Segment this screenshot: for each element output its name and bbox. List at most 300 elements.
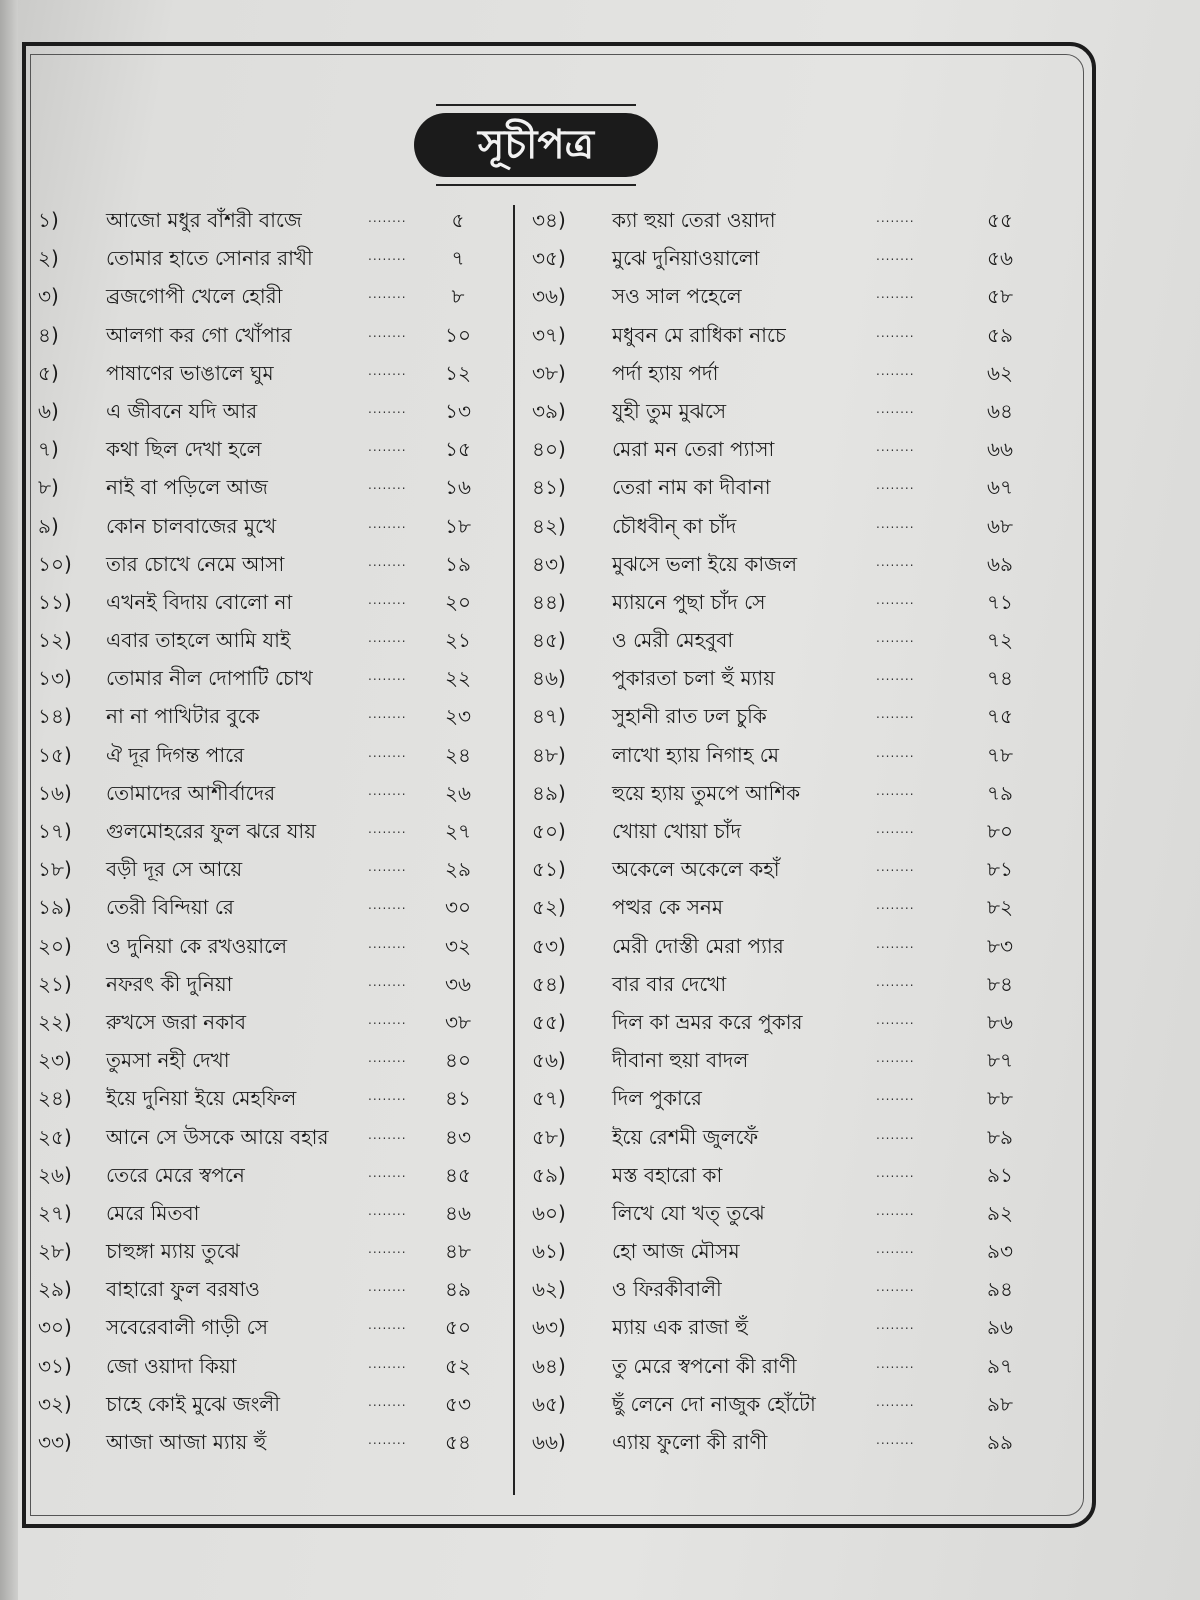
entry-leader-dots: ........	[876, 631, 915, 646]
entry-number: ২৯)	[38, 1277, 72, 1302]
entry-title: সুহানী রাত ঢল চুকি	[612, 704, 767, 729]
entry-page-number: ৭২	[986, 628, 1013, 653]
entry-leader-dots: ........	[876, 1203, 915, 1218]
contents-entry	[532, 927, 1012, 965]
entry-number: ১০)	[38, 551, 72, 576]
entry-page-number: ৮৬	[987, 1009, 1013, 1034]
entry-number: ২১)	[38, 971, 72, 996]
entry-leader-dots: ........	[876, 478, 915, 493]
contents-entry	[532, 1079, 1012, 1117]
entry-page-number: ৪০	[445, 1048, 471, 1073]
entry-leader-dots: ........	[876, 592, 915, 607]
entry-page-number: ৬২	[986, 360, 1013, 385]
contents-entry	[532, 277, 1012, 315]
entry-number: ৩১)	[38, 1353, 72, 1378]
entry-page-number: ৬৭	[986, 475, 1013, 500]
heading-rule-bottom	[436, 184, 636, 186]
entry-leader-dots: ........	[368, 860, 407, 875]
entry-leader-dots: ........	[876, 1242, 915, 1257]
entry-number: ৪৬)	[532, 666, 566, 691]
contents-entry	[532, 430, 1012, 468]
entry-leader-dots: ........	[876, 783, 915, 798]
entry-page-number: ৪৯	[445, 1277, 471, 1302]
contents-entry	[532, 1156, 1012, 1194]
entry-leader-dots: ........	[876, 440, 915, 455]
entry-page-number: ৪৬	[445, 1200, 471, 1225]
entry-number: ৫২)	[532, 895, 566, 920]
entry-title: জো ওয়াদা কিয়া	[106, 1353, 237, 1378]
entry-page-number: ৩২	[444, 933, 471, 958]
entry-title: আজো মধুর বাঁশরী বাজে	[106, 208, 302, 232]
entry-title: ব্রজগোপী খেলে হোরী	[106, 284, 283, 309]
entry-leader-dots: ........	[876, 287, 915, 302]
entry-number: ৩৪)	[532, 208, 566, 232]
entry-page-number: ৬৮	[987, 513, 1013, 538]
entry-leader-dots: ........	[368, 707, 407, 722]
entry-page-number: ৯৪	[987, 1277, 1013, 1302]
entry-title: তেরী বিন্দিয়া রে	[106, 895, 234, 920]
entry-number: ৬৫)	[532, 1391, 566, 1416]
entry-number: ৮)	[38, 475, 59, 500]
entry-leader-dots: ........	[368, 1203, 407, 1218]
contents-entry	[38, 468, 518, 506]
entry-page-number: ৯৮	[987, 1391, 1013, 1416]
contents-entry	[532, 1041, 1012, 1079]
entry-leader-dots: ........	[368, 554, 407, 569]
entry-number: ২৪)	[38, 1086, 72, 1111]
contents-entry	[532, 736, 1012, 774]
entry-number: ৭)	[38, 437, 59, 462]
page-title: সূচীপত্র	[414, 113, 658, 177]
entry-number: ৩২)	[38, 1391, 72, 1416]
entry-leader-dots: ........	[368, 1280, 407, 1295]
entry-leader-dots: ........	[368, 1012, 407, 1027]
entry-title: সবেরেবালী গাড়ী সে	[106, 1315, 268, 1340]
entry-leader-dots: ........	[876, 249, 915, 264]
entry-number: ৫১)	[532, 857, 566, 882]
contents-entry	[38, 316, 518, 354]
entry-number: ৪৯)	[532, 780, 566, 805]
entry-leader-dots: ........	[876, 363, 915, 378]
entry-number: ১)	[38, 208, 59, 232]
entry-number: ৪৮)	[532, 742, 566, 767]
entry-number: ৬১)	[532, 1239, 566, 1264]
entry-page-number: ৮৩	[987, 933, 1013, 958]
entry-title: পত্থর কে সনম	[612, 895, 723, 920]
contents-entry	[38, 354, 518, 392]
entry-leader-dots: ........	[876, 1394, 915, 1409]
entry-number: ৩৬)	[532, 284, 566, 309]
entry-number: ১৭)	[38, 819, 72, 843]
entry-title: তোমার নীল দোপাটি চোখ	[106, 666, 313, 691]
entry-leader-dots: ........	[368, 1242, 407, 1257]
entry-number: ১৩)	[38, 666, 72, 691]
entry-number: ৪৫)	[532, 628, 566, 653]
entry-title: আনে সে উসকে আয়ে বহার	[106, 1124, 329, 1149]
entry-page-number: ৭৮	[987, 742, 1013, 767]
entry-title: দীবানা হুয়া বাদল	[612, 1048, 749, 1073]
entry-page-number: ৫৪	[445, 1430, 471, 1454]
entry-page-number: ৭৯	[987, 780, 1013, 805]
entry-number: ৫৮)	[532, 1124, 566, 1149]
entry-title: মুঝসে ভলা ইয়ে কাজল	[612, 551, 797, 576]
contents-entry	[532, 316, 1012, 354]
entry-leader-dots: ........	[876, 860, 915, 875]
entry-leader-dots: ........	[368, 440, 407, 455]
entry-page-number: ২৬	[444, 780, 471, 805]
entry-page-number: ৩০	[444, 895, 471, 920]
entry-number: ৪২)	[532, 513, 566, 538]
entry-title: বাহারো ফুল বরষাও	[106, 1277, 260, 1302]
contents-entry	[532, 1194, 1012, 1232]
entry-page-number: ৬৯	[987, 551, 1013, 576]
entry-page-number: ৫	[451, 208, 465, 232]
entry-title: বড়ী দূর সে আয়ে	[106, 857, 243, 882]
entry-number: ৩৯)	[532, 398, 566, 423]
entry-leader-dots: ........	[368, 287, 407, 302]
entry-page-number: ৬৬	[986, 437, 1013, 462]
entry-leader-dots: ........	[368, 249, 407, 264]
contents-entry	[38, 1156, 518, 1194]
entry-title: গুলমোহরের ফুল ঝরে যায়	[106, 819, 316, 843]
contents-entry	[38, 927, 518, 965]
entry-leader-dots: ........	[368, 669, 407, 684]
entry-title: কোন চালবাজের মুখে	[106, 513, 277, 538]
entry-page-number: ৯৬	[987, 1315, 1013, 1340]
contents-entry	[38, 621, 518, 659]
entry-leader-dots: ........	[876, 401, 915, 416]
contents-entry	[532, 392, 1012, 430]
entry-page-number: ৯৩	[987, 1239, 1013, 1264]
entry-number: ২)	[38, 246, 59, 271]
entry-title: বার বার দেখো	[612, 971, 727, 996]
contents-entry	[532, 850, 1012, 888]
contents-entry	[38, 1423, 518, 1461]
entry-page-number: ৮১	[987, 857, 1013, 882]
entry-title: এবার তাহলে আমি যাই	[106, 628, 291, 653]
contents-entry	[532, 1423, 1012, 1461]
entry-leader-dots: ........	[876, 1051, 915, 1066]
entry-number: ১৫)	[38, 742, 72, 767]
entry-leader-dots: ........	[368, 936, 407, 951]
entry-title: পুকারতা চলা হুঁ ম্যায়	[612, 666, 775, 691]
entry-page-number: ৫৩	[445, 1391, 471, 1416]
contents-entry	[38, 1041, 518, 1079]
entry-leader-dots: ........	[368, 478, 407, 493]
entry-leader-dots: ........	[876, 1356, 915, 1371]
entry-page-number: ১৫	[445, 437, 471, 462]
entry-page-number: ২১	[445, 628, 471, 653]
contents-entry	[38, 774, 518, 812]
entry-number: ৪৪)	[532, 589, 566, 614]
contents-entry	[38, 545, 518, 583]
entry-title: ঐ দূর দিগন্ত পারে	[106, 742, 245, 767]
entry-page-number: ৯৭	[987, 1353, 1013, 1378]
entry-number: ২৬)	[38, 1162, 72, 1187]
contents-entry	[532, 201, 1012, 239]
entry-page-number: ৯৯	[987, 1430, 1013, 1454]
entry-leader-dots: ........	[876, 211, 915, 225]
contents-entry	[532, 1385, 1012, 1423]
entry-number: ৬৪)	[532, 1353, 566, 1378]
entry-number: ৫৫)	[532, 1009, 566, 1034]
entry-number: ৫)	[38, 360, 59, 385]
entry-number: ৪)	[38, 322, 59, 347]
entry-title: তার চোখে নেমে আসা	[106, 551, 285, 576]
contents-entry	[532, 812, 1012, 850]
entry-page-number: ১৯	[445, 551, 471, 576]
entry-title: লিখে যো খত্ তুঝে	[612, 1200, 765, 1225]
entry-leader-dots: ........	[876, 1280, 915, 1295]
contents-entry	[532, 1232, 1012, 1270]
entry-number: ৩৮)	[532, 360, 566, 385]
entry-page-number: ২৪	[445, 742, 471, 767]
entry-page-number: ১৬	[445, 475, 471, 500]
entry-number: ৫৩)	[532, 933, 566, 958]
entry-title: কথা ছিল দেখা হলে	[106, 437, 262, 462]
entry-leader-dots: ........	[876, 745, 915, 760]
entry-leader-dots: ........	[368, 592, 407, 607]
entry-number: ৫০)	[532, 819, 566, 843]
entry-number: ২৮)	[38, 1239, 72, 1264]
book-spine-shadow	[0, 0, 18, 1600]
entry-title: মেরে মিতবা	[106, 1200, 200, 1225]
contents-entry	[38, 507, 518, 545]
entry-leader-dots: ........	[876, 936, 915, 951]
entry-title: নাই বা পড়িলে আজ	[106, 475, 268, 500]
entry-leader-dots: ........	[368, 211, 407, 225]
entry-page-number: ৪১	[445, 1086, 471, 1111]
contents-entry	[38, 430, 518, 468]
entry-leader-dots: ........	[876, 822, 915, 836]
entry-title: সও সাল পহেলে	[612, 284, 742, 309]
entry-title: আজা আজা ম্যায় হুঁ	[106, 1430, 267, 1454]
entry-leader-dots: ........	[368, 1051, 407, 1066]
entry-page-number: ৩৬	[444, 971, 471, 996]
entry-leader-dots: ........	[368, 1165, 407, 1180]
entry-page-number: ১৮	[445, 513, 471, 538]
entry-leader-dots: ........	[368, 1127, 407, 1142]
entry-title: রুখসে জরা নকাব	[106, 1009, 246, 1034]
entry-leader-dots: ........	[368, 363, 407, 378]
entry-title: খোয়া খোয়া চাঁদ	[612, 819, 742, 843]
entry-leader-dots: ........	[876, 707, 915, 722]
entry-page-number: ৪৫	[445, 1162, 471, 1187]
entry-page-number: ৮৭	[987, 1048, 1013, 1073]
entry-title: ম্যায় এক রাজা হুঁ	[612, 1315, 749, 1340]
entry-number: ৩৫)	[532, 246, 566, 271]
entry-leader-dots: ........	[876, 1433, 915, 1447]
entry-page-number: ৭১	[987, 589, 1013, 614]
entry-page-number: ৭	[451, 246, 465, 271]
entry-number: ৪০)	[532, 437, 566, 462]
entry-title: তোমার হাতে সোনার রাখী	[106, 246, 313, 271]
contents-entry	[38, 277, 518, 315]
entry-title: ক্যা হুয়া তেরা ওয়াদা	[612, 208, 776, 232]
entry-leader-dots: ........	[876, 1089, 915, 1104]
entry-leader-dots: ........	[876, 554, 915, 569]
entry-title: দিল কা ভ্রমর করে পুকার	[612, 1009, 803, 1034]
entry-title: এখনই বিদায় বোলো না	[106, 589, 293, 614]
entry-number: ২২)	[38, 1009, 72, 1034]
entry-title: মুঝে দুনিয়াওয়ালো	[612, 246, 760, 271]
entry-page-number: ১২	[445, 360, 471, 385]
entry-leader-dots: ........	[368, 898, 407, 913]
entry-leader-dots: ........	[876, 669, 915, 684]
entry-number: ৩৩)	[38, 1430, 72, 1454]
entry-leader-dots: ........	[368, 1089, 407, 1104]
entry-page-number: ৭৪	[987, 666, 1013, 691]
entry-page-number: ৮০	[987, 819, 1013, 843]
entry-title: ও ফিরকীবালী	[612, 1277, 722, 1302]
contents-entry	[532, 659, 1012, 697]
entry-page-number: ২০	[444, 589, 471, 614]
entry-leader-dots: ........	[368, 1394, 407, 1409]
entry-title: চাহুঙ্গা ম্যায় তুঝে	[106, 1239, 240, 1264]
entry-leader-dots: ........	[368, 1356, 407, 1371]
entry-number: ১৮)	[38, 857, 72, 882]
contents-entry	[38, 1308, 518, 1346]
entry-title: তু মেরে স্বপনো কী রাণী	[612, 1353, 797, 1378]
entry-title: ছুঁ লেনে দো নাজুক হোঁটো	[612, 1391, 816, 1416]
entry-page-number: ৯২	[987, 1200, 1013, 1225]
entry-title: হো আজ মৌসম	[612, 1239, 740, 1264]
entry-page-number: ৮২	[987, 895, 1013, 920]
contents-entry	[532, 239, 1012, 277]
entry-title: মধুবন মে রাধিকা নাচে	[612, 322, 786, 347]
entry-title: ও মেরী মেহবুবা	[612, 628, 734, 653]
contents-entry	[38, 965, 518, 1003]
entry-page-number: ৫৬	[987, 246, 1013, 271]
entry-leader-dots: ........	[368, 745, 407, 760]
contents-entry	[532, 621, 1012, 659]
entry-number: ১৬)	[38, 780, 72, 805]
entry-title: অকেলে অকেলে কহাঁ	[612, 857, 780, 882]
entry-number: ৪৭)	[532, 704, 566, 729]
entry-leader-dots: ........	[368, 822, 407, 836]
entry-title: চাহে কোই মুঝে জংলী	[106, 1391, 280, 1416]
entry-number: ৫৯)	[532, 1162, 566, 1187]
contents-entry	[38, 1270, 518, 1308]
entry-title: তেরা নাম কা দীবানা	[612, 475, 771, 500]
contents-entry	[38, 888, 518, 926]
entry-page-number: ৮৯	[987, 1124, 1013, 1149]
contents-column-right	[532, 201, 1012, 1461]
entry-number: ১২)	[38, 628, 72, 653]
entry-leader-dots: ........	[876, 898, 915, 913]
contents-entry	[532, 697, 1012, 735]
contents-entry	[532, 545, 1012, 583]
contents-entry	[532, 1347, 1012, 1385]
entry-title: আলগা কর গো খোঁপার	[106, 322, 292, 347]
entry-title: এ্যায় ফুলো কী রাণী	[612, 1430, 768, 1454]
entry-title: হুয়ে হ্যায় তুমপে আশিক	[612, 780, 801, 805]
entry-leader-dots: ........	[368, 1433, 407, 1447]
entry-number: ৬)	[38, 398, 59, 423]
entry-title: পর্দা হ্যায় পর্দা	[612, 360, 719, 385]
entry-leader-dots: ........	[368, 325, 407, 340]
entry-title: লাখো হ্যায় নিগাহ মে	[612, 742, 779, 767]
entry-title: ম্যায়নে পুছা চাঁদ সে	[612, 589, 766, 614]
entry-page-number: ৮৪	[987, 971, 1013, 996]
entry-title: যুহী তুম মুঝসে	[612, 398, 727, 423]
entry-number: ১৯)	[38, 895, 72, 920]
contents-column-left	[38, 201, 518, 1461]
contents-entry	[38, 583, 518, 621]
entry-title: নফরৎ কী দুনিয়া	[106, 971, 233, 996]
entry-title: না না পাখিটার বুকে	[106, 704, 260, 729]
entry-title: পাষাণের ভাঙালে ঘুম	[106, 360, 274, 385]
entry-page-number: ৫৮	[987, 284, 1013, 309]
entry-number: ৫৬)	[532, 1048, 566, 1073]
contents-entry	[38, 697, 518, 735]
entry-number: ৫৪)	[532, 971, 566, 996]
contents-entry	[532, 965, 1012, 1003]
contents-entry	[532, 1308, 1012, 1346]
entry-number: ৩)	[38, 284, 59, 309]
entry-page-number: ৪৮	[445, 1239, 471, 1264]
entry-page-number: ৫৯	[987, 322, 1013, 347]
contents-entry	[532, 354, 1012, 392]
entry-title: ও দুনিয়া কে রখওয়ালে	[106, 933, 288, 958]
heading-rule-top	[436, 104, 636, 106]
entry-number: ৩৭)	[532, 322, 566, 347]
contents-entry	[38, 392, 518, 430]
entry-number: ১৪)	[38, 704, 72, 729]
entry-number: ২৩)	[38, 1048, 72, 1073]
entry-title: তোমাদের আশীর্বাদের	[106, 780, 276, 805]
entry-number: ৬০)	[532, 1200, 566, 1225]
entry-title: মস্ত বহারো কা	[612, 1162, 723, 1187]
entry-leader-dots: ........	[368, 401, 407, 416]
entry-page-number: ১০	[445, 322, 471, 347]
contents-entry	[532, 1003, 1012, 1041]
entry-page-number: ৮৮	[987, 1086, 1013, 1111]
entry-title: ইয়ে রেশমী জুলফেঁ	[612, 1124, 759, 1149]
entry-number: ২৫)	[38, 1124, 72, 1149]
contents-entry	[38, 201, 518, 239]
contents-entry	[38, 1385, 518, 1423]
entry-title: চৌধবীন্ কা চাঁদ	[612, 513, 737, 538]
contents-entry	[532, 507, 1012, 545]
entry-page-number: ১৩	[445, 398, 471, 423]
entry-page-number: ৯১	[987, 1162, 1013, 1187]
entry-page-number: ২৭	[444, 819, 471, 843]
entry-title: এ জীবনে যদি আর	[106, 398, 258, 423]
entry-page-number: ৪৩	[445, 1124, 471, 1149]
heading-banner	[414, 104, 658, 188]
contents-entry	[38, 1118, 518, 1156]
contents-entry	[38, 659, 518, 697]
entry-page-number: ৫২	[445, 1353, 471, 1378]
entry-number: ২০)	[38, 933, 72, 958]
entry-leader-dots: ........	[876, 325, 915, 340]
entry-leader-dots: ........	[876, 1318, 915, 1333]
contents-entry	[532, 468, 1012, 506]
entry-title: ইয়ে দুনিয়া ইয়ে মেহফিল	[106, 1086, 297, 1111]
entry-number: ৪১)	[532, 475, 566, 500]
contents-entry	[38, 1079, 518, 1117]
contents-entry	[532, 774, 1012, 812]
entry-page-number: ৬৪	[987, 398, 1013, 423]
entry-number: ২৭)	[38, 1200, 72, 1225]
contents-entry	[38, 239, 518, 277]
entry-leader-dots: ........	[876, 1165, 915, 1180]
contents-entry	[38, 1194, 518, 1232]
entry-page-number: ৩৮	[445, 1009, 471, 1034]
column-divider	[513, 205, 515, 1495]
entry-title: মেরী দোস্তী মেরা প্যার	[612, 933, 784, 958]
